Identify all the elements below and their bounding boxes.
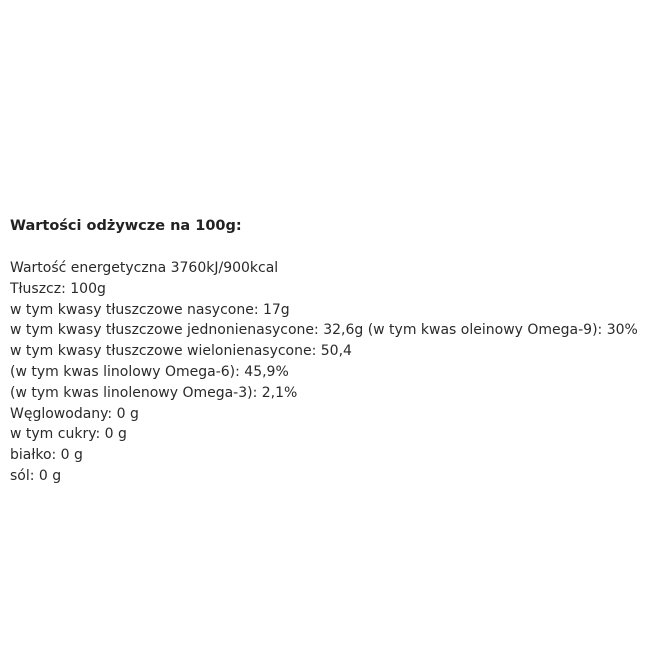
nutrition-line-omega-3: (w tym kwas linolenowy Omega-3): 2,1% (10, 384, 298, 401)
nutrition-line-monounsaturated: w tym kwasy tłuszczowe jednonienasycone: 32,6g (w tym kwas oleinowy Omega-9): 30% (10, 322, 638, 339)
nutrition-line-omega-6: (w tym kwas linolowy Omega-6): 45,9% (10, 363, 289, 380)
nutrition-line-polyunsaturated: w tym kwasy tłuszczowe wielonienasycone: 50,4 (10, 343, 352, 360)
nutrition-line-protein: białko: 0 g (10, 447, 83, 464)
nutrition-line-sugars: w tym cukry: 0 g (10, 426, 127, 443)
nutrition-line-carbohydrates: Węglowodany: 0 g (10, 405, 139, 422)
nutrition-line-fat: Tłuszcz: 100g (10, 280, 106, 297)
nutrition-line-saturated: w tym kwasy tłuszczowe nasycone: 17g (10, 301, 290, 318)
nutrition-heading: Wartości odżywcze na 100g: (10, 218, 242, 234)
nutrition-line-salt: sól: 0 g (10, 467, 62, 484)
nutrition-facts (10, 216, 640, 487)
nutrition-line-energy: Wartość energetyczna 3760kJ/900kcal (10, 260, 279, 276)
nutrition-list (10, 258, 640, 487)
